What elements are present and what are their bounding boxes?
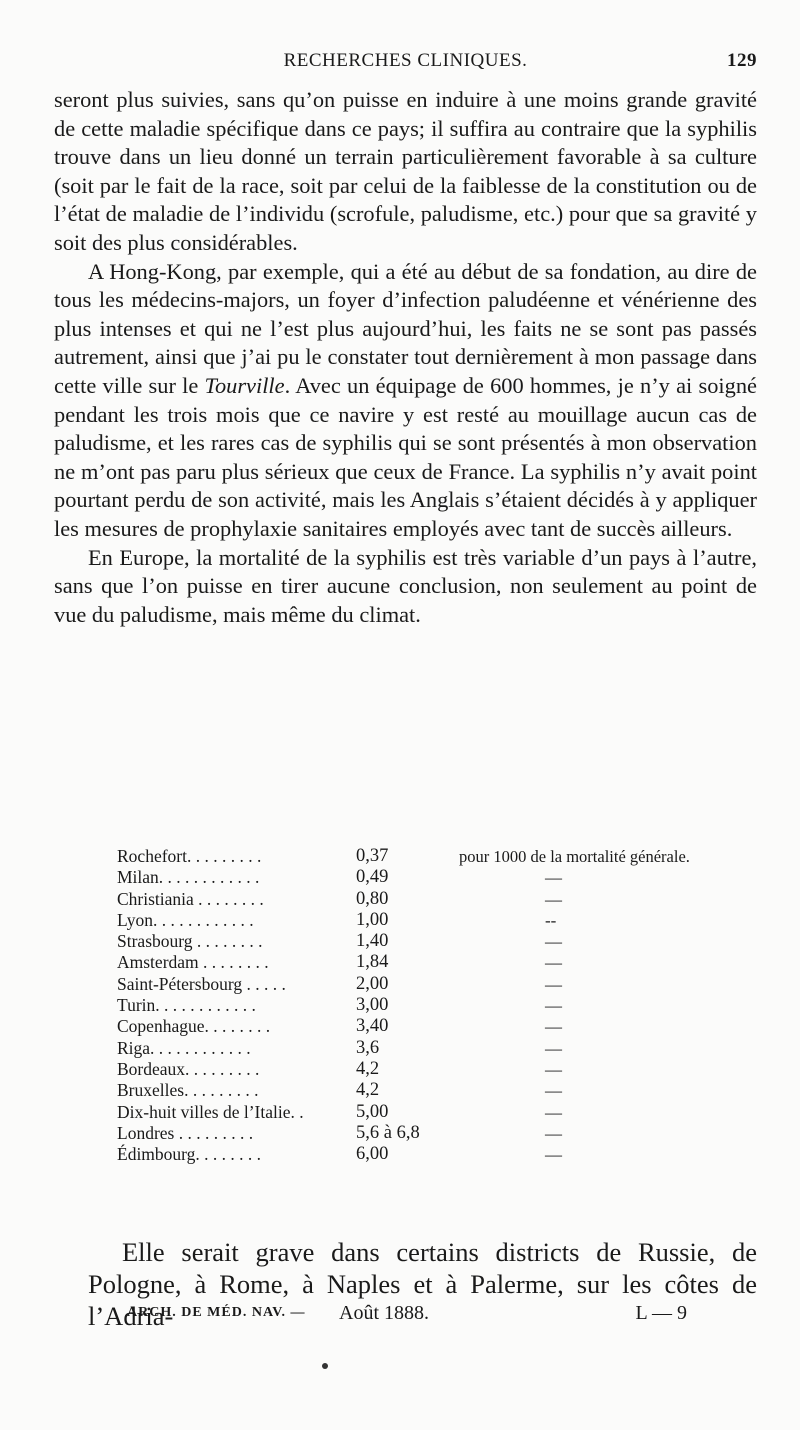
city-name: Lyon. . . . . . . . . . . . — [117, 909, 254, 930]
city-name: Bordeaux. . . . . . . . . — [117, 1058, 260, 1079]
table-row — [117, 995, 757, 1016]
page-number: 129 — [727, 50, 757, 71]
table-row — [117, 846, 757, 867]
mortality-rate: 0,37 — [356, 846, 389, 866]
ditto-dash: — — [545, 953, 562, 973]
ditto-dash: — — [545, 868, 562, 888]
ship-name: Tourville — [204, 372, 285, 398]
ditto-dash: -- — [545, 910, 557, 930]
ditto-dash: — — [545, 1123, 562, 1143]
mortality-rate: 3,00 — [356, 995, 389, 1016]
ditto-dash: — — [545, 1017, 562, 1037]
table-row — [117, 952, 757, 973]
paragraph-2-part-2: . Avec un équipage de 600 hommes, je n’y ai soigné pendant les trois mois que ce navire y est resté au mouillage aucun cas de paludisme, et les rares cas de syphilis qui se sont présentés à mon observation ne m’ont pas paru plus sérieux que ceux de France. La syphilis n’y avait point pourtant perdu de son activité, mais les Anglais s’étaient décidés à y appliquer les mesures de prophylaxie sanitaires employés avec tant de succès ailleurs. — [54, 372, 757, 541]
table-row — [117, 974, 757, 995]
ditto-dash: — — [545, 1102, 562, 1122]
city-name: Saint-Pétersbourg . . . . . — [117, 973, 286, 994]
ditto-dash: — — [545, 932, 562, 952]
ditto-dash: — — [545, 974, 562, 994]
mortality-rate: 5,6 à 6,8 — [356, 1122, 420, 1143]
city-name: Christiania . . . . . . . . — [117, 888, 264, 909]
page-footer — [127, 1302, 687, 1329]
city-name: Amsterdam . . . . . . . . — [117, 952, 269, 973]
table-row — [117, 889, 757, 910]
body-text — [54, 86, 757, 629]
city-name: Strasbourg . . . . . . . . — [117, 931, 263, 952]
mortality-rate: 1,84 — [356, 952, 389, 973]
paragraph-1: seront plus suivies, sans qu’on puisse en induire à une moins grande gravité de cette maladie spécifique dans ce pays; il suffira au contraire que la syphilis trouve dans un lieu donné un terrain particulièrement favorable à sa culture (soit par le fait de la race, soit par celui de la faiblesse de la constitution ou de l’état de maladie de l’individu (scrofule, paludisme, etc.) pour que sa gravité y soit des plus considérables. — [54, 87, 757, 255]
mortality-rate: 6,00 — [356, 1144, 389, 1165]
mortality-rate: 1,00 — [356, 909, 389, 930]
mortality-rate: 2,00 — [356, 973, 389, 994]
table-row — [117, 1038, 757, 1059]
ditto-dash: — — [545, 889, 562, 909]
table-row — [117, 1016, 757, 1037]
city-name: Riga. . . . . . . . . . . . — [117, 1037, 251, 1058]
table-row — [117, 1144, 757, 1165]
table-row — [117, 867, 757, 888]
city-name: Londres . . . . . . . . . — [117, 1122, 254, 1143]
mortality-rate: 4,2 — [356, 1080, 380, 1101]
mortality-rate: 1,40 — [356, 931, 389, 952]
city-name: Milan. . . . . . . . . . . . — [117, 867, 260, 888]
city-name: Édimbourg. . . . . . . . — [117, 1144, 262, 1165]
city-name: Rochefort. . . . . . . . . — [117, 846, 262, 866]
table-row — [117, 1080, 757, 1101]
mortality-rate: 3,40 — [356, 1016, 389, 1037]
rate-unit-note: pour 1000 de la mortalité générale. — [459, 847, 690, 866]
ditto-dash: — — [545, 1145, 562, 1165]
footer-date: Août 1888. — [339, 1302, 429, 1324]
paragraph-4: Elle serait grave dans certains districts de Russie, de Pologne, à Rome, à Naples et à Palerme, sur les côtes de l’Adria- — [88, 1237, 757, 1331]
stray-dot — [322, 1363, 328, 1369]
mortality-table — [117, 846, 757, 1165]
table-row — [117, 1123, 757, 1144]
mortality-rate: 3,6 — [356, 1037, 380, 1058]
table-row — [117, 1059, 757, 1080]
table-row — [117, 1102, 757, 1123]
ditto-dash: — — [545, 1059, 562, 1079]
paragraph-3: En Europe, la mortalité de la syphilis est très variable d’un pays à l’autre, sans que l’on puisse en tirer aucune conclusion, non seulement au point de vue du paludisme, mais même du climat. — [54, 544, 757, 627]
city-name: Dix-huit villes de l’Italie. . — [117, 1101, 304, 1122]
footer-journal: ARCH. DE MÉD. NAV. — — [127, 1305, 306, 1320]
table-row — [117, 910, 757, 931]
city-name: Copenhague. . . . . . . . — [117, 1016, 271, 1037]
city-name: Turin. . . . . . . . . . . . — [117, 995, 256, 1016]
paragraph-2 — [54, 258, 757, 544]
ditto-dash: — — [545, 1038, 562, 1058]
mortality-rate: 4,2 — [356, 1058, 380, 1079]
ditto-dash: — — [545, 996, 562, 1016]
paragraph-2-part-1: A Hong-Kong, par exemple, qui a été au début de sa fondation, au dire de tous les médecins-majors, un foyer d’infection paludéenne et vénérienne des plus intenses et qui ne l’est plus aujourd’hui, les faits ne se sont pas passés autrement, ainsi que j’ai pu le constater tout dernièrement à mon passage dans cette ville sur le — [54, 258, 757, 398]
mortality-rate: 0,80 — [356, 888, 389, 909]
signature-mark: L — 9 — [635, 1302, 687, 1324]
city-name: Bruxelles. . . . . . . . . — [117, 1080, 259, 1101]
mortality-rate: 0,49 — [356, 867, 389, 888]
table-row — [117, 931, 757, 952]
ditto-dash: — — [545, 1081, 562, 1101]
mortality-rate: 5,00 — [356, 1101, 389, 1122]
running-title: RECHERCHES CLINIQUES. — [283, 50, 528, 71]
running-head — [54, 50, 757, 74]
